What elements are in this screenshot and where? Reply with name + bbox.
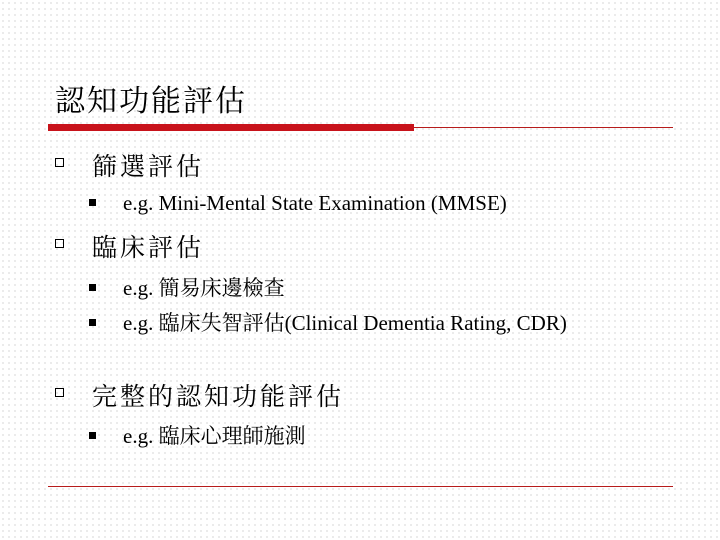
sub-bullet-text: e.g. 臨床失智評估(Clinical Dementia Rating, CDR) bbox=[123, 311, 567, 335]
footer-divider bbox=[48, 486, 673, 487]
filled-square-icon bbox=[89, 319, 96, 326]
sub-bullet-text: e.g. Mini-Mental State Examination (MMSE) bbox=[123, 191, 507, 215]
filled-square-icon bbox=[89, 199, 96, 206]
sub-bullet-text: e.g. 簡易床邊檢查 bbox=[123, 276, 285, 300]
hollow-square-icon bbox=[55, 239, 64, 248]
title-accent-bar bbox=[48, 124, 414, 131]
filled-square-icon bbox=[89, 432, 96, 439]
sub-bullet-text: e.g. 臨床心理師施測 bbox=[123, 424, 306, 448]
bullet-label: 臨床評估 bbox=[92, 235, 205, 262]
bullet-label: 完整的認知功能評估 bbox=[92, 384, 345, 411]
slide-title: 認知功能評估 bbox=[55, 85, 247, 118]
hollow-square-icon bbox=[55, 388, 64, 397]
filled-square-icon bbox=[89, 284, 96, 291]
hollow-square-icon bbox=[55, 158, 64, 167]
bullet-label: 篩選評估 bbox=[92, 154, 205, 181]
